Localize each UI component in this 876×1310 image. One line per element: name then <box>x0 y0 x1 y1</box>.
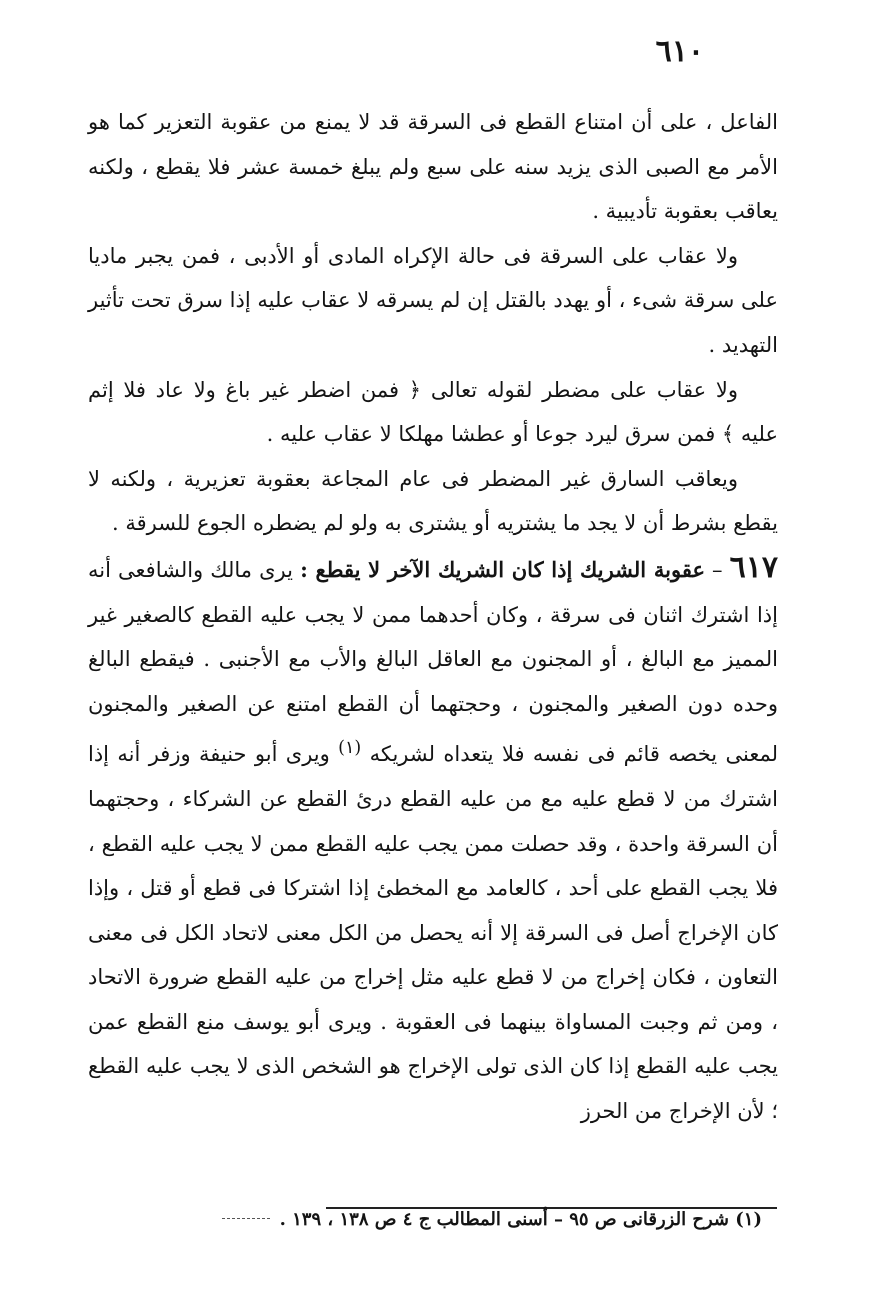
footnote: (١) شرح الزرقانى ص ٩٥ – أسنى المطالب ج ٤ ص ١٣٨ ، ١٣٩ . <box>279 1209 762 1230</box>
paragraph-4: ويعاقب السارق غير المضطر فى عام المجاعة بعقوبة تعزيرية ، ولكنه لا يقطع بشرط أن لا يجد ما يشتريه أو يشترى به ولو لم يضطره الجوع للسرقة . <box>88 466 778 536</box>
section-title: عقوبة الشريك إذا كان الشريك الآخر لا يقطع : <box>300 556 705 582</box>
section-number: ٦١٧ <box>729 549 778 585</box>
section-text-part-1: يرى مالك والشافعى أنه إذا اشترك اثنان فى سرقة ، وكان أحدهما ممن لا يجب عليه القطع كالصغير غير المميز مع البالغ ، أو المجنون مع العاقل البالغ والأب مع الأجنبى . فيقطع البالغ وحده دون الصغير والمجنون ، وحجتهما أن القطع امتنع عن الصغير والمجنون لمعنى يخصه قائم فى نفسه فلا يتعداه لشريكه <box>88 557 778 767</box>
page-number: ٦١٠ <box>655 34 704 69</box>
paragraph-1: الفاعل ، على أن امتناع القطع فى السرقة قد لا يمنع من عقوبة التعزير كما هو الأمر مع الصبى الذى يزيد سنه على سبع ولم يبلغ خمسة عشر فلا يقطع ، ولكنه يعاقب بعقوبة تأديبية . <box>88 110 778 224</box>
section-text-part-2: ويرى أبو حنيفة وزفر أنه إذا اشترك من لا قطع عليه مع من عليه القطع درئ القطع عن الشركاء ، وحجتهما أن السرقة واحدة ، وقد حصلت ممن يجب عليه القطع ممن لا يجب عليه القطع ، فلا يجب القطع على أحد ، كالعامد مع المخطئ إذا اشتركا فى قطع أو قتل ، وإذا كان الإخراج أصل فى السرقة إلا أنه يحصل من الكل معنى لاتحاد الكل فى معنى التعاون ، فكان إخراج من لا قطع عليه مثل إخراج من عليه القطع ضرورة الاتحاد ، ومن ثم وجبت المساواة بينهما فى العقوبة . ويرى أبو يوسف منع القطع عمن يجب عليه القطع إذا كان الذى تولى الإخراج هو الشخص الذى لا يجب عليه القطع ؛ لأن الإخراج من الحرز <box>88 742 778 1124</box>
paragraph-2: ولا عقاب على السرقة فى حالة الإكراه المادى أو الأدبى ، فمن يجبر ماديا على سرقة شىء ، أو يهدد بالقتل إن لم يسرقه لا عقاب عليه إذا سرق تحت تأثير التهديد . <box>88 243 778 357</box>
paragraph-3: ولا عقاب على مضطر لقوله تعالى ﴿ فمن اضطر غير باغ ولا عاد فلا إثم عليه ﴾ فمن سرق ليرد جوعا أو عطشا مهلكا لا عقاب عليه . <box>88 377 778 447</box>
section-dash: – <box>704 557 730 582</box>
footnote-reference: (١) <box>338 738 362 759</box>
page-body <box>88 100 778 1134</box>
section-617 <box>88 546 778 1134</box>
